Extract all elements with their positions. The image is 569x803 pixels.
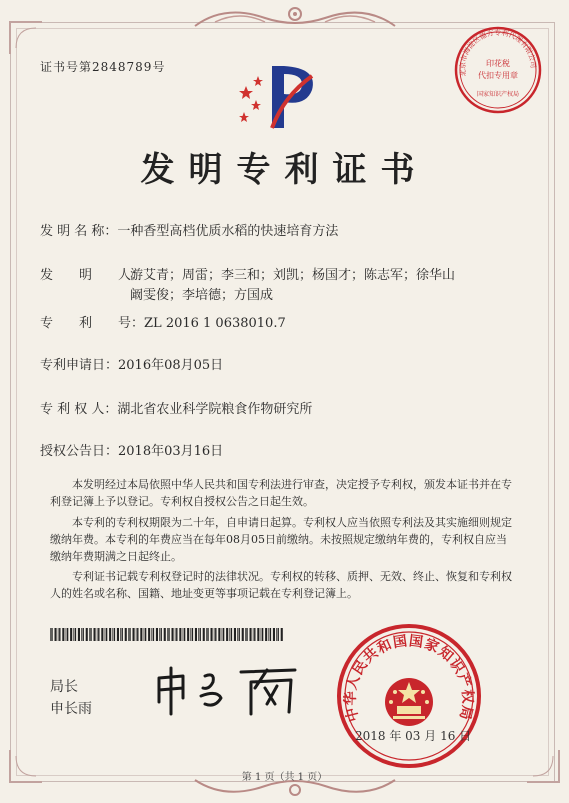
certificate-number: 证书号第2848789号	[40, 60, 166, 74]
body-paragraph	[50, 568, 515, 602]
corner-ornament	[6, 18, 46, 58]
patent-number-label: 专 利 号：	[40, 316, 145, 331]
inventor-label: 发 明 人：	[40, 268, 145, 283]
agent-stamp	[452, 24, 544, 116]
inventors-line-2: 阚雯俊；李培德；方国成	[130, 288, 274, 303]
inventors-line-1: 游艾青；周雷；李三和；刘凯；杨国才；陈志军；徐华山	[130, 268, 456, 283]
body-paragraph	[50, 476, 515, 510]
svg-text:印花税: 印花税	[486, 59, 510, 68]
paragraph-legal-status: 专利证书记载专利权登记时的法律状况。专利权的转移、质押、无效、终止、恢复和专利权人的姓名或名称、国籍、地址变更等事项记载在专利登记簿上。	[50, 570, 512, 600]
body-paragraph	[50, 514, 515, 565]
invention-name: 一种香型高档优质水稻的快速培育方法	[117, 224, 339, 239]
patentee-row	[40, 400, 312, 420]
svg-text:国家知识产权局: 国家知识产权局	[476, 91, 520, 98]
grant-date-label: 授权公告日：	[40, 444, 119, 459]
invention-name-row	[40, 222, 338, 242]
page-number: 第 1 页（共 1 页）	[241, 772, 328, 783]
patent-number-row	[40, 314, 286, 334]
patent-number: ZL 2016 1 0638010.7	[144, 316, 286, 331]
paragraph-term: 本专利的专利权期限为二十年，自申请日起算。专利权人应当依照专利法及其实施细则规定缴纳年费。本专利的年费应当在每年08月05日前缴纳。未按照规定缴纳年费的，专利权自应当缴纳年费期满之日起终止。	[50, 516, 512, 563]
grant-date-row	[40, 442, 223, 462]
certificate-title: 发明专利证书	[140, 150, 429, 190]
grant-date: 2018年03月16日	[118, 444, 224, 459]
national-emblem-icon	[385, 678, 433, 726]
filing-date: 2016年08月05日	[118, 358, 224, 373]
director-title: 局长	[50, 679, 78, 695]
patentee: 湖北省农业科学院粮食作物研究所	[117, 402, 313, 417]
director-signature	[155, 658, 305, 718]
filing-date-label: 专利申请日：	[40, 358, 119, 373]
filing-date-row	[40, 356, 223, 376]
invention-name-label: 发 明 名 称：	[40, 224, 118, 239]
director-name: 申长雨	[50, 701, 92, 717]
barcode	[50, 628, 286, 641]
issue-date: 2018 年 03 月 16 日	[355, 729, 472, 743]
cnipa-logo-icon	[232, 56, 322, 136]
top-ornament	[185, 0, 405, 36]
official-seal	[335, 622, 483, 770]
svg-text:代扣专用章: 代扣专用章	[478, 71, 518, 80]
svg-text:北京市海淀区德方专利代理有限公司: 北京市海淀区德方专利代理有限公司	[458, 28, 538, 77]
paragraph-grant: 本发明经过本局依照中华人民共和国专利法进行审查，决定授予专利权，颁发本证书并在专利登记簿上予以登记。专利权自授权公告之日起生效。	[50, 478, 512, 508]
svg-text:中华人民共和国国家知识产权局: 中华人民共和国国家知识产权局	[342, 633, 476, 724]
patentee-label: 专 利 权 人：	[40, 402, 118, 417]
